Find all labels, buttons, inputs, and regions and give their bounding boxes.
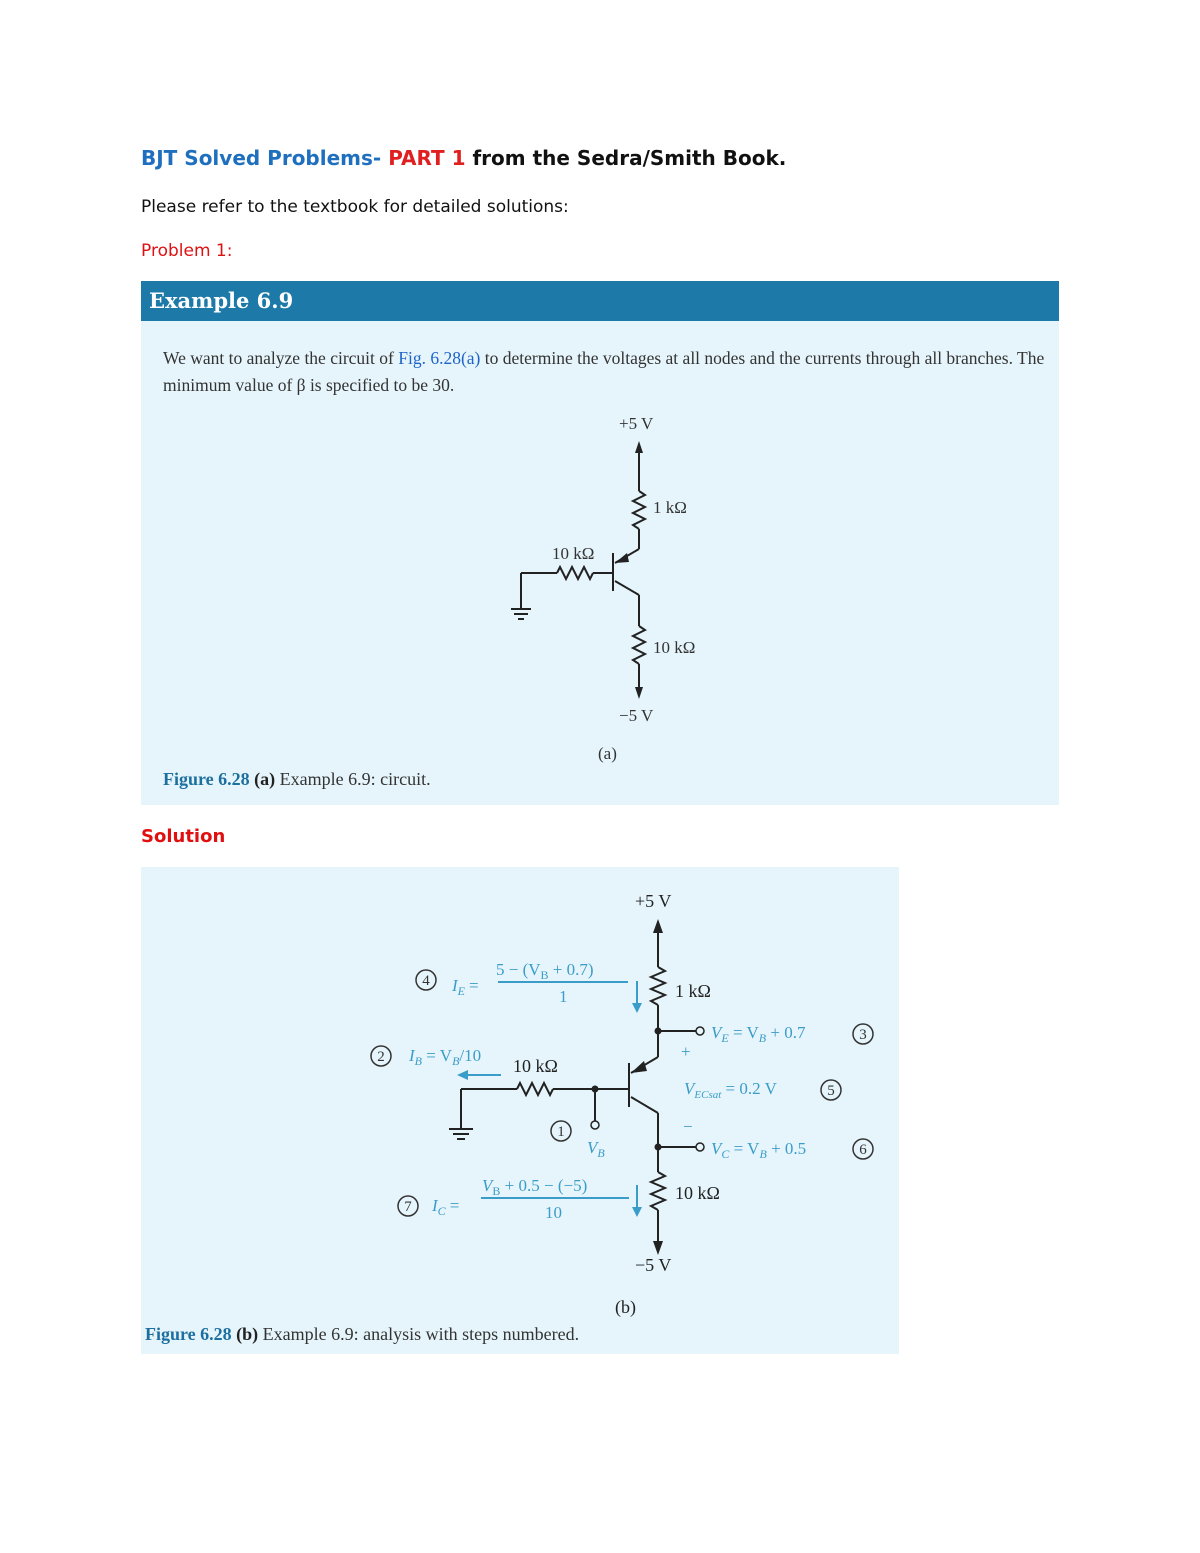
vb-sub: B [597,1146,605,1160]
step2-sub2: B [452,1054,460,1068]
ic-arrow-icon [632,1207,642,1217]
step5-lhs: V [684,1079,695,1098]
step1-number: 1 [557,1124,565,1140]
step6-sub: C [721,1147,730,1161]
step6-sub2: B [759,1147,767,1161]
emitter-arrow-icon [631,1061,647,1073]
caption-a-bold: (a) [254,769,276,789]
fig-a-r-emitter: 1 kΩ [653,498,687,517]
svg-text:IB = VB/10 [408,1046,481,1068]
fig-a-r-collector: 10 kΩ [653,638,696,657]
solution-card [141,867,899,1354]
fig-a-vcc: +5 V [619,414,654,433]
svg-text:VB [587,1138,605,1160]
step3-number: 3 [859,1027,867,1043]
step2-lhs: I [409,1046,415,1065]
caption-b-fig: Figure 6.28 [145,1324,232,1344]
step2-number: 2 [377,1049,385,1065]
caption-b-rest: Example 6.9: analysis with steps numbered. [262,1324,580,1344]
step3-lhs: V [711,1023,722,1042]
caption-a-fig: Figure 6.28 [163,769,250,789]
step4-num-sub: B [540,968,549,982]
svg-text:VECsat = 0.2 V [684,1079,778,1101]
up-arrow-icon [653,919,663,933]
step3-eq: = V [728,1023,759,1042]
fig-b-r-base: 10 kΩ [513,1056,558,1076]
figure-a-caption [163,769,431,790]
figure-link[interactable]: Fig. 6.28(a) [398,348,481,368]
example-card [141,281,1059,805]
step4-lhs: I [452,976,458,995]
step7-lhs: I [432,1196,438,1215]
vec-plus: + [681,1042,691,1061]
vb-label: V [587,1138,598,1157]
ie-arrow-icon [632,1003,642,1013]
up-arrow-icon [635,441,643,453]
step6-tail: + 0.5 [766,1139,807,1158]
example-heading: Example 6.9 [141,281,1059,321]
step6-number: 6 [859,1142,867,1158]
example-text-start: We want to analyze the circuit of [163,348,399,368]
step4-sub: E [457,984,466,998]
step4-numerator: 5 − (V [496,960,541,979]
svg-text:VE = VB + 0.7 [711,1023,806,1045]
svg-text:IC= [431,1196,459,1218]
caption-a-rest: Example 6.9: circuit. [279,769,431,789]
fig-b-r-collector: 10 kΩ [675,1183,720,1203]
step7-num-tail: + 0.5 − (−5) [500,1176,588,1195]
page-title [141,146,786,170]
svg-text:VB + 0.5 − (−5) [482,1176,587,1198]
step6-eq: = V [729,1139,760,1158]
intro-text: Please refer to the textbook for detailed solutions: [141,197,569,217]
step5-number: 5 [827,1083,835,1099]
solution-label: Solution [141,826,226,847]
step7-number: 7 [404,1199,412,1215]
title-part1: BJT Solved Problems- [141,146,382,170]
step5-tail: = 0.2 V [721,1079,777,1098]
down-arrow-icon [653,1241,663,1255]
step3-sub: E [721,1031,729,1045]
caption-b-bold: (b) [236,1324,259,1344]
step7-numerator: V [482,1176,493,1195]
step4-denominator: 1 [559,987,568,1006]
step4-number: 4 [422,973,430,989]
step7-eq: = [449,1196,460,1215]
step5-sub: ECsat [694,1089,722,1101]
fig-a-sublabel: (a) [598,744,617,763]
step3-tail: + 0.7 [766,1023,806,1042]
fig-a-r-base: 10 kΩ [552,544,595,563]
example-text-end: to determine the voltages at all nodes and the currents through all branches. The minimum value of β is specified to be 30. [163,348,1045,395]
step4-num-tail: + 0.7) [548,960,594,979]
ib-arrow-icon [457,1070,468,1080]
svg-text:VC = VB + 0.5 [711,1139,806,1161]
step6-lhs: V [711,1139,722,1158]
step4-eq: = [469,976,479,995]
step7-num-sub: B [492,1184,501,1198]
step2-eq: = V [422,1046,453,1065]
circuit-figure-b [141,867,899,1354]
svg-text:5 − (VB + 0.7) [496,960,594,982]
step2-sub: B [414,1054,423,1068]
emitter-arrow-icon [615,553,629,563]
problem-label: Problem 1: [141,241,233,261]
step7-denominator: 10 [545,1203,562,1222]
fig-b-vcc: +5 V [635,891,672,911]
fig-b-r-emitter: 1 kΩ [675,981,711,1001]
title-part3: from the Sedra/Smith Book. [472,146,787,170]
down-arrow-icon [635,687,643,699]
step2-tail: /10 [459,1046,482,1065]
fig-b-sublabel: (b) [615,1297,636,1317]
step7-sub: C [437,1204,446,1218]
vec-minus: − [683,1117,693,1136]
fig-a-vee: −5 V [619,706,654,725]
step3-sub2: B [758,1031,767,1045]
title-part2: PART 1 [388,146,466,170]
svg-text:IE= [451,976,479,998]
figure-b-caption [145,1324,579,1345]
circuit-figure-a [141,281,1059,805]
fig-b-vee: −5 V [635,1255,672,1275]
